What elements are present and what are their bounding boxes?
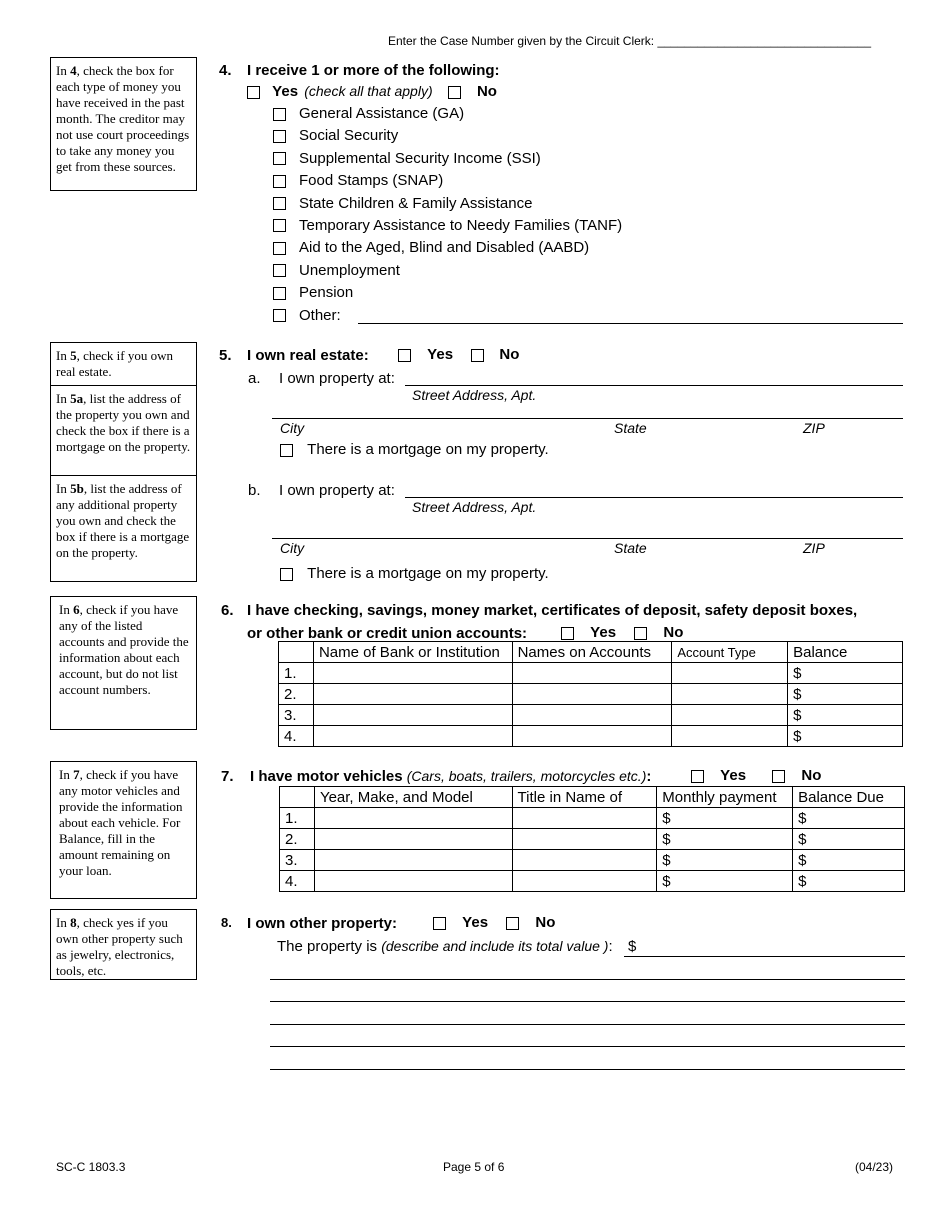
q5b-city-caption: City <box>280 540 305 556</box>
q7-no-checkbox[interactable] <box>772 770 785 783</box>
table-row <box>280 829 905 850</box>
q5-yes-no-row <box>398 346 519 363</box>
names-on-accounts-cell[interactable] <box>512 705 672 726</box>
q4-yes-checkbox[interactable] <box>247 86 260 99</box>
q5b-zip-caption: ZIP <box>803 540 825 556</box>
bank-name-cell[interactable] <box>313 663 512 684</box>
q7-vehicles-table <box>279 786 905 892</box>
year-make-model-cell[interactable] <box>314 829 512 850</box>
q7-title-row <box>250 768 651 785</box>
row-number: 4. <box>279 726 314 747</box>
table-row <box>279 684 903 705</box>
monthly-payment-cell[interactable]: $ <box>657 850 793 871</box>
account-type-cell[interactable] <box>672 684 788 705</box>
q8-description-line[interactable] <box>270 1024 905 1025</box>
table-header-cell: Balance Due <box>793 787 905 808</box>
q8-no-label: No <box>535 914 556 931</box>
q5a-mortgage-checkbox[interactable] <box>280 444 293 457</box>
balance-cell[interactable]: $ <box>788 705 903 726</box>
names-on-accounts-cell[interactable] <box>512 684 672 705</box>
q5b-street-input[interactable] <box>405 497 903 498</box>
q4-option[interactable]: Temporary Assistance to Needy Families (TANF) <box>273 216 622 238</box>
title-in-name-cell[interactable] <box>512 829 657 850</box>
hint-q5a: In 5a, list the address of the property you own and check the box if there is a mortgage on the property. <box>50 386 197 476</box>
q6-yes-no-row <box>561 624 683 641</box>
balance-cell[interactable]: $ <box>788 726 903 747</box>
q6-yes-label: Yes <box>590 624 617 641</box>
q4-number: 4. <box>219 62 232 79</box>
table-header-row <box>279 642 903 663</box>
q4-option[interactable]: Unemployment <box>273 261 622 283</box>
q7-no-label: No <box>801 767 822 784</box>
q6-title-line2: or other bank or credit union accounts: <box>247 625 528 642</box>
balance-due-cell[interactable]: $ <box>793 850 905 871</box>
q4-yes-label: Yes <box>272 83 299 100</box>
hint-q6: In 6, check if you have any of the listed accounts and provide the information about each account, but do not list account numbers. <box>50 596 197 730</box>
q5a-state-caption: State <box>614 420 647 436</box>
q6-title-line1: I have checking, savings, money market, certificates of deposit, safety deposit boxes, <box>247 602 858 619</box>
balance-cell[interactable]: $ <box>788 684 903 705</box>
q4-no-label: No <box>476 83 497 100</box>
balance-cell[interactable]: $ <box>788 663 903 684</box>
q6-yes-checkbox[interactable] <box>561 627 574 640</box>
table-header-cell <box>280 787 315 808</box>
q5a-mortgage-label: There is a mortgage on my property. <box>307 441 549 458</box>
q7-title: I have motor vehicles <box>250 768 403 785</box>
q4-option[interactable]: Social Security <box>273 126 622 148</box>
table-header-cell: Names on Accounts <box>512 642 672 663</box>
names-on-accounts-cell[interactable] <box>512 726 672 747</box>
q5a-own-label: I own property at: <box>279 370 395 387</box>
q8-description-line[interactable] <box>270 1001 905 1002</box>
title-in-name-cell[interactable] <box>512 850 657 871</box>
table-row <box>279 705 903 726</box>
row-number: 1. <box>280 808 315 829</box>
balance-due-cell[interactable]: $ <box>793 871 905 892</box>
form-id: SC-C 1803.3 <box>56 1160 126 1174</box>
q7-yes-label: Yes <box>720 767 747 784</box>
q8-description-line[interactable] <box>270 979 905 980</box>
q5-yes-label: Yes <box>427 346 454 363</box>
q5-yes-checkbox[interactable] <box>398 349 411 362</box>
q4-options-list <box>273 104 622 328</box>
q4-option[interactable]: Food Stamps (SNAP) <box>273 171 622 193</box>
table-header-cell: Monthly payment <box>657 787 793 808</box>
q8-description-line[interactable] <box>270 1046 905 1047</box>
table-row <box>280 871 905 892</box>
account-type-cell[interactable] <box>672 705 788 726</box>
q4-option[interactable]: Supplemental Security Income (SSI) <box>273 149 622 171</box>
year-make-model-cell[interactable] <box>314 871 512 892</box>
row-number: 3. <box>279 705 314 726</box>
q5a-mortgage-row[interactable] <box>280 441 549 458</box>
q5-no-label: No <box>499 346 520 363</box>
row-number: 3. <box>280 850 315 871</box>
bank-name-cell[interactable] <box>313 705 512 726</box>
monthly-payment-cell[interactable]: $ <box>657 829 793 850</box>
q5b-mortgage-label: There is a mortgage on my property. <box>307 565 549 582</box>
q4-option[interactable]: Pension <box>273 283 622 305</box>
q5b-city-state-zip-input[interactable] <box>272 538 903 539</box>
row-number: 2. <box>280 829 315 850</box>
q4-yes-no-row <box>247 83 497 100</box>
case-number-label: Enter the Case Number given by the Circuit Clerk: ________________________________ <box>388 34 872 48</box>
revision-date: (04/23) <box>855 1160 894 1174</box>
q8-value-input[interactable] <box>624 956 905 957</box>
monthly-payment-cell[interactable]: $ <box>657 871 793 892</box>
q4-title: I receive 1 or more of the following: <box>247 62 500 79</box>
q4-yes-note: (check all that apply) <box>304 83 433 99</box>
row-number: 1. <box>279 663 314 684</box>
q4-option[interactable]: State Children & Family Assistance <box>273 194 622 216</box>
table-header-cell: Year, Make, and Model <box>314 787 512 808</box>
q8-yes-label: Yes <box>462 914 489 931</box>
q8-dollar-sign: $ <box>628 938 637 955</box>
table-header-cell: Title in Name of <box>512 787 657 808</box>
q7-yes-checkbox[interactable] <box>691 770 704 783</box>
q6-number: 6. <box>221 602 234 619</box>
q4-option[interactable]: General Assistance (GA) <box>273 104 622 126</box>
balance-due-cell[interactable]: $ <box>793 808 905 829</box>
row-number: 2. <box>279 684 314 705</box>
q6-accounts-table <box>278 641 903 747</box>
table-row <box>280 850 905 871</box>
table-header-row <box>280 787 905 808</box>
table-header-cell: Account Type <box>672 642 788 663</box>
q8-no-checkbox[interactable] <box>506 917 519 930</box>
q6-no-checkbox[interactable] <box>634 627 647 640</box>
q4-option-other[interactable]: Other: <box>273 306 622 328</box>
q5b-state-caption: State <box>614 540 647 556</box>
title-in-name-cell[interactable] <box>512 871 657 892</box>
table-header-cell: Name of Bank or Institution <box>313 642 512 663</box>
table-header-cell: Balance <box>788 642 903 663</box>
q5b-street-caption: Street Address, Apt. <box>412 499 537 515</box>
q4-other-input[interactable] <box>358 323 903 324</box>
q8-description-line[interactable] <box>270 1069 905 1070</box>
row-number: 4. <box>280 871 315 892</box>
title-in-name-cell[interactable] <box>512 808 657 829</box>
names-on-accounts-cell[interactable] <box>512 663 672 684</box>
account-type-cell[interactable] <box>672 663 788 684</box>
q5a-street-caption: Street Address, Apt. <box>412 387 537 403</box>
balance-due-cell[interactable]: $ <box>793 829 905 850</box>
q5b-letter: b. <box>248 482 261 499</box>
q5-no-checkbox[interactable] <box>471 349 484 362</box>
q5a-street-input[interactable] <box>405 385 903 386</box>
q4-no-checkbox[interactable] <box>448 86 461 99</box>
table-row <box>279 663 903 684</box>
q8-yes-no-row <box>433 914 555 931</box>
q5a-letter: a. <box>248 370 261 387</box>
hint-q5b: In 5b, list the address of any additional property you own and check the box if there is a mortgage on the property. <box>50 476 197 582</box>
q8-number: 8. <box>221 915 232 930</box>
q8-title: I own other property: <box>247 915 397 932</box>
account-type-cell[interactable] <box>672 726 788 747</box>
page-number: Page 5 of 6 <box>443 1160 505 1174</box>
hint-q4: In 4, check the box for each type of money you have received in the past month. The creditor may not use court proceedings to take any money you get from these sources. <box>50 57 197 191</box>
q4-option[interactable]: Aid to the Aged, Blind and Disabled (AABD) <box>273 238 622 260</box>
q5b-own-label: I own property at: <box>279 482 395 499</box>
q7-yes-no-row <box>691 767 821 784</box>
q5a-zip-caption: ZIP <box>803 420 825 436</box>
q5-title: I own real estate: <box>247 347 369 364</box>
table-row <box>279 726 903 747</box>
q7-colon: : <box>646 768 652 785</box>
q7-number: 7. <box>221 768 234 785</box>
bank-name-cell[interactable] <box>313 684 512 705</box>
hint-q5: In 5, check if you own real estate. <box>50 342 197 386</box>
q8-description-label: The property is (describe and include its total value ): <box>277 938 613 955</box>
hint-q7: In 7, check if you have any motor vehicles and provide the information about each vehicle. For Balance, fill in the amount remaining on your loan. <box>50 761 197 899</box>
monthly-payment-cell[interactable]: $ <box>657 808 793 829</box>
bank-name-cell[interactable] <box>313 726 512 747</box>
q8-yes-checkbox[interactable] <box>433 917 446 930</box>
hint-q8: In 8, check yes if you own other property such as jewelry, electronics, tools, etc. <box>50 909 197 980</box>
q5b-mortgage-checkbox[interactable] <box>280 568 293 581</box>
q6-no-label: No <box>663 624 684 641</box>
q5a-city-state-zip-input[interactable] <box>272 418 903 419</box>
year-make-model-cell[interactable] <box>314 808 512 829</box>
year-make-model-cell[interactable] <box>314 850 512 871</box>
q5a-city-caption: City <box>280 420 305 436</box>
q5b-mortgage-row[interactable] <box>280 565 549 582</box>
q7-note: (Cars, boats, trailers, motorcycles etc.) <box>406 768 647 784</box>
q5-number: 5. <box>219 347 232 364</box>
table-row <box>280 808 905 829</box>
table-header-cell <box>279 642 314 663</box>
